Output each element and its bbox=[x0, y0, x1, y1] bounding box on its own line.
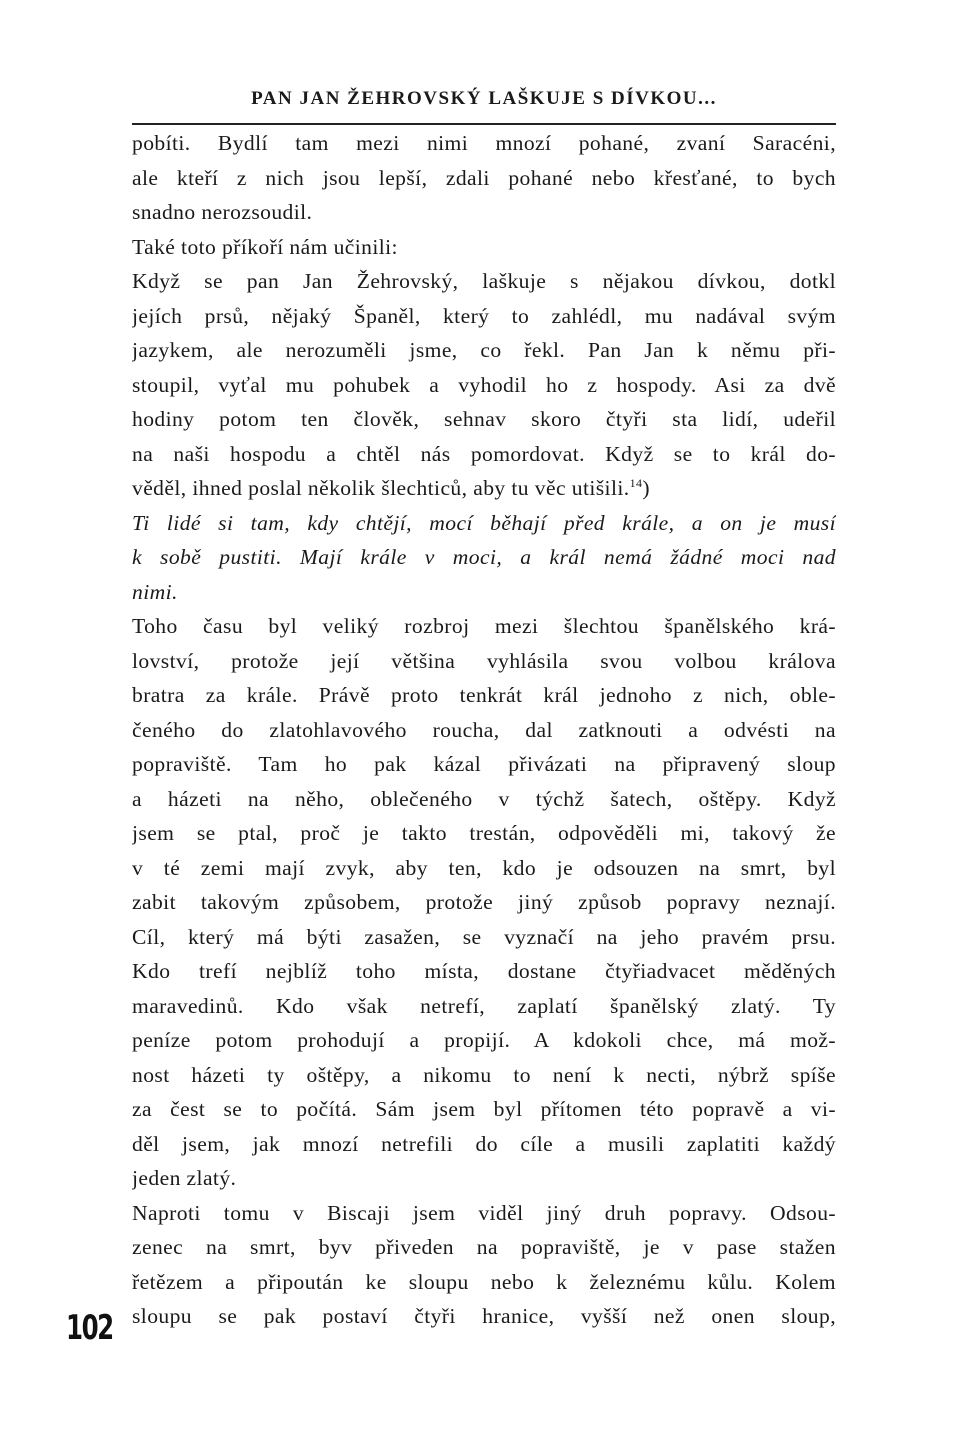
text-line bbox=[132, 782, 836, 817]
text-line bbox=[132, 264, 836, 299]
text-line-content: maravedinů. Kdo však netrefí, zaplatí španělský zlatý. Ty bbox=[132, 993, 836, 1018]
text-line bbox=[132, 575, 836, 610]
text-line-content: popraviště. Tam ho pak kázal přivázati na připravený sloup bbox=[132, 752, 836, 776]
text-line bbox=[132, 1058, 836, 1093]
text-line bbox=[132, 230, 836, 265]
footnote-marker: 14 bbox=[629, 475, 643, 490]
text-line bbox=[132, 126, 836, 161]
running-head: PAN JAN ŽEHROVSKÝ LAŠKUJE S DÍVKOU... bbox=[251, 88, 717, 109]
text-line bbox=[132, 920, 836, 955]
text-line-content: jeden zlatý. bbox=[132, 1166, 237, 1190]
text-line bbox=[132, 644, 836, 679]
text-line bbox=[132, 816, 836, 851]
text-line-content: jazykem, ale nerozuměli jsme, co řekl. Pan Jan k němu při- bbox=[132, 338, 836, 362]
text-line bbox=[132, 1161, 836, 1196]
text-line bbox=[132, 1023, 836, 1058]
page-number: 102 bbox=[66, 1308, 113, 1348]
text-line bbox=[132, 1127, 836, 1162]
text-line-content: nimi. bbox=[132, 579, 178, 604]
closing-parenthesis: ) bbox=[642, 476, 650, 500]
text-line-content: Ti lidé si tam, kdy chtějí, mocí běhají před krále, a on je musí bbox=[132, 510, 836, 535]
text-line-content: zabit takovým způsobem, protože jiný způsob popravy neznají. bbox=[132, 890, 836, 914]
text-line bbox=[132, 885, 836, 920]
text-line bbox=[132, 989, 836, 1024]
text-line-content: lovství, protože její většina vyhlásila svou volbou králova bbox=[132, 648, 836, 673]
text-line bbox=[132, 747, 836, 782]
text-line bbox=[132, 506, 836, 541]
text-line bbox=[132, 1092, 836, 1127]
text-line-content: v té zemi mají zvyk, aby ten, kdo je odsouzen na smrt, byl bbox=[132, 855, 836, 880]
text-line-content: nost házeti ty oštěpy, a nikomu to není k necti, nýbrž spíše bbox=[132, 1062, 836, 1087]
text-line bbox=[132, 1196, 836, 1231]
text-line bbox=[132, 1299, 836, 1334]
text-line-content: pobíti. Bydlí tam mezi nimi mnozí pohané, zvaní Saracéni, bbox=[132, 131, 836, 155]
text-line bbox=[132, 195, 836, 230]
text-line-content: věděl, ihned poslal několik šlechticů, aby tu věc utišili. bbox=[132, 476, 630, 500]
text-line bbox=[132, 161, 836, 196]
text-line-content: na naši hospodu a chtěl nás pomordovat. Když se to král do- bbox=[132, 441, 836, 466]
text-line bbox=[132, 609, 836, 644]
text-line-content: Naproti tomu v Biscaji jsem viděl jiný druh popravy. Odsou- bbox=[132, 1200, 836, 1225]
text-line-content: stoupil, vyťal mu pohubek a vyhodil ho z hospody. Asi za dvě bbox=[132, 372, 836, 397]
text-line-content: peníze potom prohodují a propijí. A kdokoli chce, má mož- bbox=[132, 1028, 836, 1052]
text-line bbox=[132, 713, 836, 748]
text-line-content: Když se pan Jan Žehrovský, laškuje s nějakou dívkou, dotkl bbox=[132, 269, 836, 293]
text-line-content: Také toto příkoří nám učinili: bbox=[132, 234, 398, 259]
text-line bbox=[132, 437, 836, 472]
text-line-content: čeného do zlatohlavového roucha, dal zatknouti a odvésti na bbox=[132, 717, 836, 742]
text-line bbox=[132, 851, 836, 886]
text-line-content: Kdo trefí nejblíž toho místa, dostane čtyřiadvacet měděných bbox=[132, 959, 836, 983]
text-line bbox=[132, 299, 836, 334]
text-line-content: jejích prsů, nějaký Španěl, který to zahlédl, mu nadával svým bbox=[132, 303, 836, 328]
text-line bbox=[132, 1265, 836, 1300]
text-line bbox=[132, 954, 836, 989]
text-line-content: děl jsem, jak mnozí netrefili do cíle a musili zaplatiti každý bbox=[132, 1131, 836, 1156]
header-rule bbox=[132, 123, 836, 125]
text-line-content: snadno nerozsoudil. bbox=[132, 200, 313, 224]
text-line-content: bratra za krále. Právě proto tenkrát král jednoho z nich, oble- bbox=[132, 683, 836, 707]
text-line-content: zenec na smrt, byv přiveden na popraviště, je v pase stažen bbox=[132, 1235, 836, 1259]
text-line-content: a házeti na něho, oblečeného v týchž šatech, oštěpy. Když bbox=[132, 786, 836, 811]
text-line bbox=[132, 1230, 836, 1265]
text-line-content: jsem se ptal, proč je takto trestán, odpověděli mi, takový že bbox=[132, 821, 836, 845]
text-line bbox=[132, 471, 836, 506]
text-line-content: Toho času byl veliký rozbroj mezi šlechtou španělského krá- bbox=[132, 614, 836, 638]
text-line-content: za čest se to počítá. Sám jsem byl přítomen této popravě a vi- bbox=[132, 1097, 836, 1121]
text-line bbox=[132, 368, 836, 403]
text-line bbox=[132, 333, 836, 368]
text-line bbox=[132, 678, 836, 713]
text-line-content: sloupu se pak postaví čtyři hranice, vyšší než onen sloup, bbox=[132, 1304, 836, 1328]
text-line bbox=[132, 540, 836, 575]
text-line-content: Cíl, který má býti zasažen, se vyznačí na jeho pravém prsu. bbox=[132, 924, 836, 949]
text-line-content: ale kteří z nich jsou lepší, zdali pohané nebo křesťané, to bych bbox=[132, 165, 836, 190]
text-line bbox=[132, 402, 836, 437]
text-line-content: řetězem a připoután ke sloupu nebo k železnému kůlu. Kolem bbox=[132, 1269, 836, 1294]
body-text bbox=[132, 126, 836, 1334]
text-line-content: k sobě pustiti. Mají krále v moci, a král nemá žádné moci nad bbox=[132, 545, 836, 569]
text-line-content: hodiny potom ten člověk, sehnav skoro čtyři sta lidí, udeřil bbox=[132, 407, 836, 431]
